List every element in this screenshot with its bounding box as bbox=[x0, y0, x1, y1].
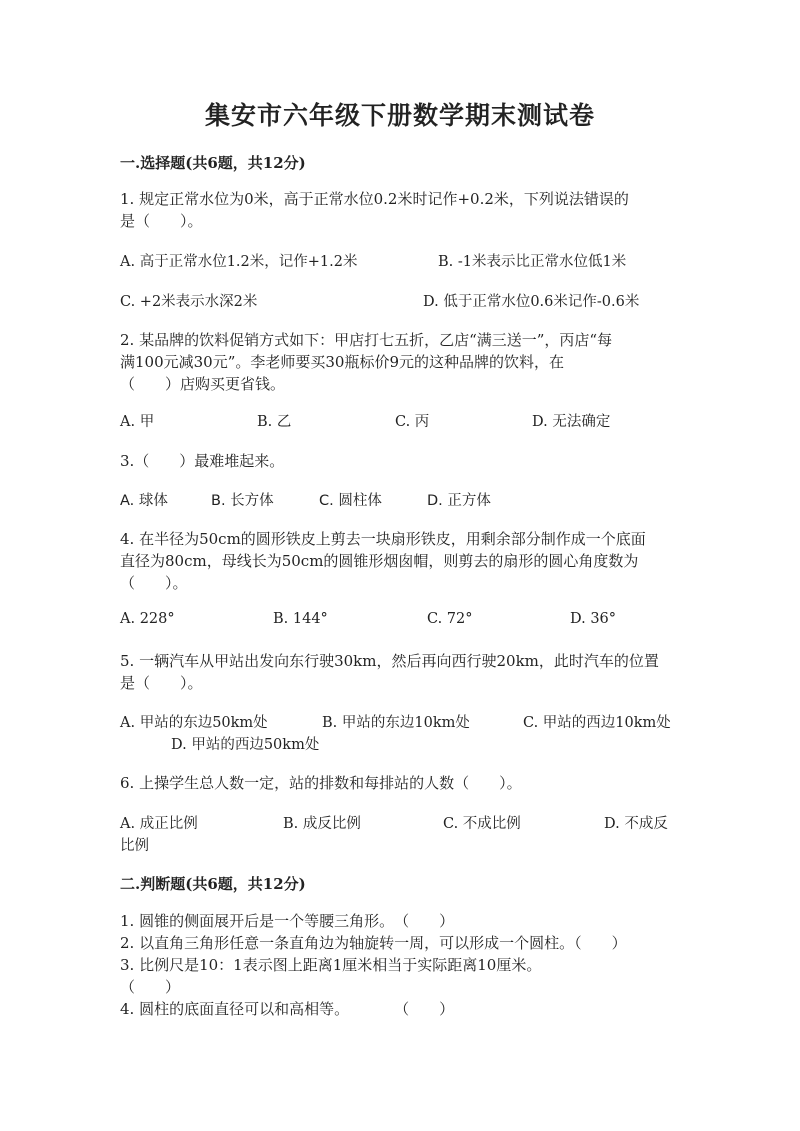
question-1-line-2: 是（ ）。 bbox=[120, 212, 203, 230]
question-3-option-b: B. 长方体 bbox=[211, 493, 274, 509]
question-5-line-2: 是（ ）。 bbox=[120, 674, 203, 692]
question-2-line-3: （ ）店购买更省钱。 bbox=[120, 375, 286, 393]
question-3-line-1: 3.（ ）最难堆起来。 bbox=[120, 452, 285, 470]
question-4-line-1: 4. 在半径为50cm的圆形铁皮上剪去一块扇形铁皮，用剩余部分制作成一个底面 bbox=[120, 530, 646, 548]
judge-item-3: 3. 比例尺是10：1表示图上距离1厘米相当于实际距离10厘米。 bbox=[120, 956, 542, 974]
question-2-option-d: D. 无法确定 bbox=[532, 414, 611, 430]
question-2-line-2: 满100元减30元”。李老师要买30瓶标价9元的这种品牌的饮料，在 bbox=[120, 353, 565, 371]
question-4-line-2: 直径为80cm，母线长为50cm的圆锥形烟囱帽，则剪去的扇形的圆心角度数为 bbox=[120, 552, 639, 570]
question-5-option-d: D. 甲站的西边50km处 bbox=[171, 737, 320, 753]
question-1-option-d: D. 低于正常水位0.6米记作-0.6米 bbox=[423, 294, 640, 310]
question-6-option-d-wrap: 比例 bbox=[120, 838, 149, 854]
question-1-option-c: C. +2米表示水深2米 bbox=[120, 294, 258, 310]
question-2-line-1: 2. 某品牌的饮料促销方式如下：甲店打七五折，乙店“满三送一”，丙店“每 bbox=[120, 331, 613, 349]
question-6-line-1: 6. 上操学生总人数一定，站的排数和每排站的人数（ ）。 bbox=[120, 774, 522, 792]
question-2-option-a: A. 甲 bbox=[120, 414, 155, 430]
question-4-option-a: A. 228° bbox=[120, 611, 175, 627]
section-heading-judge: 二.判断题(共6题，共12分) bbox=[120, 875, 306, 893]
question-6-option-b: B. 成反比例 bbox=[283, 816, 361, 832]
question-4-line-3: （ ）。 bbox=[120, 574, 188, 592]
question-1-option-b: B. -1米表示比正常水位低1米 bbox=[438, 254, 627, 270]
page-title: 集安市六年级下册数学期末测试卷 bbox=[204, 101, 595, 130]
question-5-line-1: 5. 一辆汽车从甲站出发向东行驶30km，然后再向西行驶20km，此时汽车的位置 bbox=[120, 652, 659, 670]
question-2-option-c: C. 丙 bbox=[395, 414, 430, 430]
section-heading-choice: 一.选择题(共6题，共12分) bbox=[120, 154, 306, 172]
question-5-option-a: A. 甲站的东边50km处 bbox=[120, 715, 268, 731]
question-3-option-c: C. 圆柱体 bbox=[319, 493, 382, 509]
judge-item-2: 2. 以直角三角形任意一条直角边为轴旋转一周，可以形成一个圆柱。（ ） bbox=[120, 934, 627, 952]
question-4-option-b: B. 144° bbox=[273, 611, 328, 627]
judge-item-3-wrap: （ ） bbox=[120, 978, 181, 996]
question-4-option-d: D. 36° bbox=[570, 611, 617, 627]
question-5-option-c: C. 甲站的西边10km处 bbox=[523, 715, 671, 731]
judge-item-1: 1. 圆锥的侧面展开后是一个等腰三角形。 （ ） bbox=[120, 912, 455, 930]
question-1-line-1: 1. 规定正常水位为0米，高于正常水位0.2米时记作+0.2米，下列说法错误的 bbox=[120, 190, 629, 208]
judge-item-4: 4. 圆柱的底面直径可以和高相等。 （ ） bbox=[120, 1000, 455, 1018]
question-6-option-a: A. 成正比例 bbox=[120, 816, 198, 832]
question-3-option-d: D. 正方体 bbox=[427, 493, 491, 509]
question-6-option-d: D. 不成反 bbox=[604, 816, 668, 832]
question-6-option-c: C. 不成比例 bbox=[443, 816, 521, 832]
question-3-option-a: A. 球体 bbox=[120, 493, 168, 509]
question-4-option-c: C. 72° bbox=[427, 611, 473, 627]
question-2-option-b: B. 乙 bbox=[257, 414, 292, 430]
question-1-option-a: A. 高于正常水位1.2米，记作+1.2米 bbox=[120, 254, 358, 270]
question-5-option-b: B. 甲站的东边10km处 bbox=[322, 715, 470, 731]
